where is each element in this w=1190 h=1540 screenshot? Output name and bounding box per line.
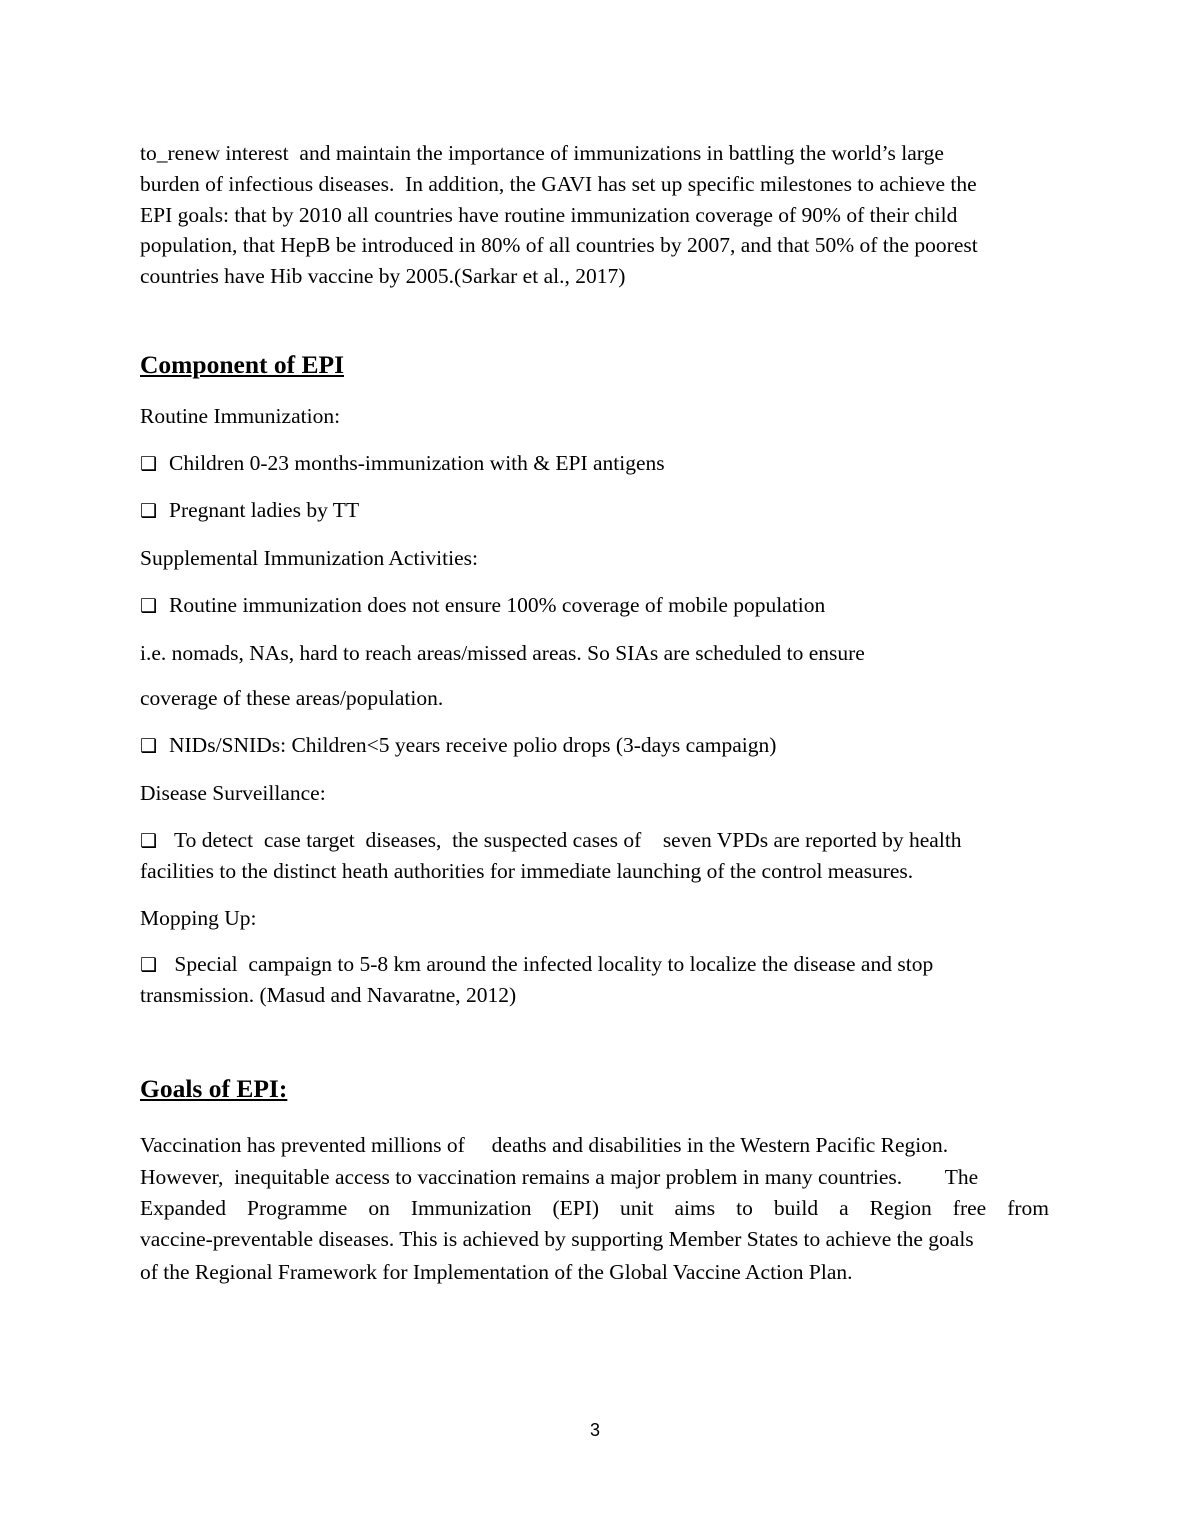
checkbox-bullet-icon: ❑ [140,954,158,976]
bullet-text: Children 0-23 months-immunization with & EPI antigens [169,451,665,475]
goals-line: vaccine-preventable diseases. This is achieved by supporting Member States to achieve the goals [140,1227,974,1251]
bullet-item [140,952,933,977]
checkbox-bullet-icon: ❑ [140,453,158,475]
goals-line: Expanded Programme on Immunization (EPI) unit aims to build a Region free from [140,1196,1049,1220]
bullet-text: To detect case target diseases, the suspected cases of seven VPDs are reported by health [169,828,962,852]
bullet-text: Pregnant ladies by TT [169,498,360,522]
paragraph-line: coverage of these areas/population. [140,686,444,710]
bullet-item [140,498,359,523]
intro-line: population, that HepB be introduced in 80% of all countries by 2007, and that 50% of the poorest [140,233,978,257]
goals-line: of the Regional Framework for Implementation of the Global Vaccine Action Plan. [140,1260,853,1284]
goals-line: However, inequitable access to vaccination remains a major problem in many countries. The [140,1165,979,1189]
section-heading-goals: Goals of EPI: [140,1074,288,1103]
routine-label: Routine Immunization: [140,404,341,428]
checkbox-bullet-icon: ❑ [140,595,158,617]
intro-line: EPI goals: that by 2010 all countries have routine immunization coverage of 90% of their child [140,203,958,227]
intro-line: countries have Hib vaccine by 2005.(Sarkar et al., 2017) [140,264,626,288]
paragraph-line: i.e. nomads, NAs, hard to reach areas/missed areas. So SIAs are scheduled to ensure [140,641,865,665]
intro-line: burden of infectious diseases. In addition, the GAVI has set up specific milestones to achieve the [140,172,977,196]
bullet-item [140,451,665,476]
section-heading-components: Component of EPI [140,350,345,379]
paragraph-line: transmission. (Masud and Navaratne, 2012) [140,983,517,1007]
page-number: 3 [589,1420,600,1440]
intro-line: to_renew interest and maintain the importance of immunizations in battling the world’s large [140,141,944,165]
bullet-text: Special campaign to 5-8 km around the infected locality to localize the disease and stop [169,952,934,976]
bullet-item [140,733,776,758]
supplemental-label: Supplemental Immunization Activities: [140,546,478,570]
bullet-item [140,828,962,853]
surveillance-label: Disease Surveillance: [140,781,326,805]
bullet-item [140,593,825,618]
checkbox-bullet-icon: ❑ [140,500,158,522]
bullet-text: NIDs/SNIDs: Children<5 years receive polio drops (3-days campaign) [169,733,777,757]
checkbox-bullet-icon: ❑ [140,830,158,852]
mopping-label: Mopping Up: [140,906,257,930]
bullet-text: Routine immunization does not ensure 100% coverage of mobile population [169,593,826,617]
checkbox-bullet-icon: ❑ [140,735,158,757]
paragraph-line: facilities to the distinct heath authorities for immediate launching of the control measures. [140,859,914,883]
goals-line: Vaccination has prevented millions of deaths and disabilities in the Western Pacific Region. [140,1133,949,1157]
